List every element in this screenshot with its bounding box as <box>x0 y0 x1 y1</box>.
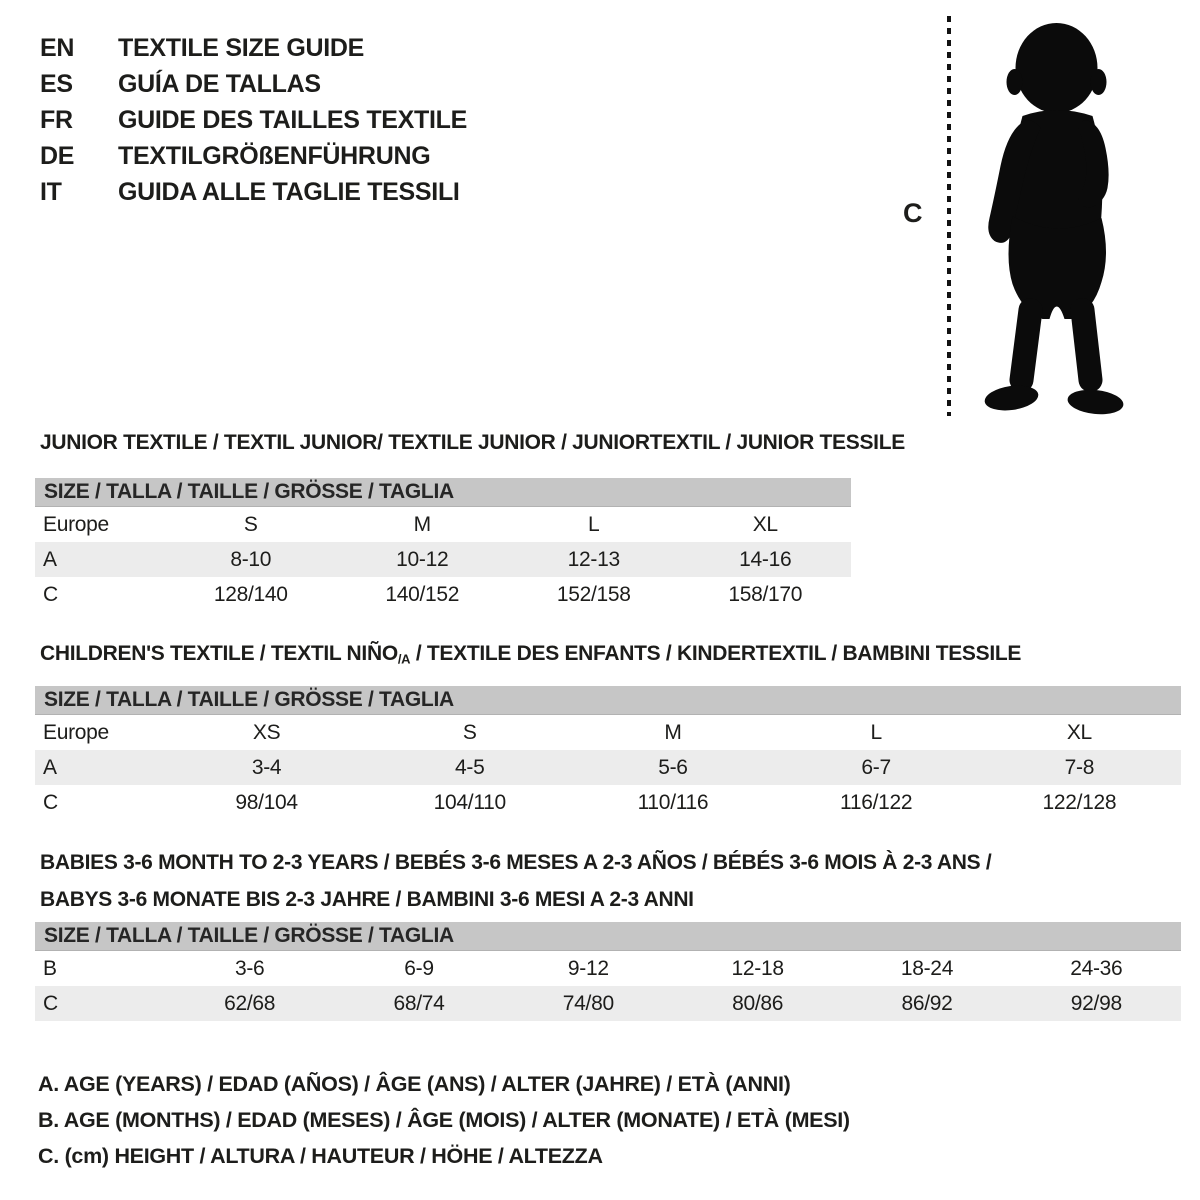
babies-section-title <box>40 844 991 918</box>
language-label: TEXTILE SIZE GUIDE <box>118 33 365 62</box>
size-cell: M <box>664 720 682 744</box>
size-cell: XS <box>252 720 281 744</box>
height-cell: 62/68 <box>165 986 334 1021</box>
language-row <box>40 174 467 210</box>
size-cell: XL <box>1066 720 1092 744</box>
language-label: GUIDE DES TAILLES TEXTILE <box>118 105 468 134</box>
row-label: B <box>43 956 57 980</box>
children-title-suffix: / TEXTILE DES ENFANTS / KINDERTEXTIL / BAMBINI TESSILE <box>410 642 1022 665</box>
babies-size-table <box>35 922 1181 1021</box>
height-cell: 104/110 <box>433 790 506 814</box>
language-code: EN <box>40 33 75 62</box>
age-cell: 8-10 <box>165 542 337 577</box>
language-code: FR <box>40 105 73 134</box>
language-code: DE <box>40 141 75 170</box>
age-cell: 24-36 <box>1070 956 1123 980</box>
height-cell: 98/104 <box>235 790 298 814</box>
height-cell: 92/98 <box>1012 986 1181 1021</box>
junior-size-table <box>35 478 851 612</box>
age-cell: 18-24 <box>900 956 954 980</box>
row-label: C <box>43 582 58 606</box>
row-label: A <box>35 750 165 785</box>
children-section-title <box>40 642 1021 667</box>
table-row <box>35 951 1181 986</box>
language-row <box>40 138 467 174</box>
legend <box>38 1066 850 1174</box>
row-label: Europe <box>43 720 109 744</box>
language-code: ES <box>40 69 73 98</box>
legend-line-a: A. AGE (YEARS) / EDAD (AÑOS) / ÂGE (ANS) / ALTER (JAHRE) / ETÀ (ANNI) <box>38 1072 791 1096</box>
age-cell: 7-8 <box>978 750 1181 785</box>
size-cell: XL <box>752 512 778 536</box>
babies-title-line2: BABYS 3-6 MONATE BIS 2-3 JAHRE / BAMBINI 3-6 MESI A 2-3 ANNI <box>40 888 694 911</box>
row-label: C <box>35 986 165 1021</box>
age-cell: 10-12 <box>337 542 509 577</box>
age-cell: 6-7 <box>775 750 978 785</box>
height-cell: 140/152 <box>385 582 460 606</box>
age-cell: 14-16 <box>680 542 852 577</box>
size-cell: L <box>588 512 600 536</box>
language-row <box>40 30 467 66</box>
language-code: IT <box>40 177 62 206</box>
language-label: GUIDA ALLE TAGLIE TESSILI <box>118 177 460 206</box>
table-row <box>35 542 851 577</box>
size-cell: L <box>870 720 882 744</box>
language-label: GUÍA DE TALLAS <box>118 69 321 98</box>
children-size-table <box>35 686 1181 820</box>
height-cell: 122/128 <box>1042 790 1117 814</box>
height-cell: 116/122 <box>840 790 913 814</box>
height-cell: 128/140 <box>213 582 288 606</box>
language-row <box>40 102 467 138</box>
age-cell: 4-5 <box>368 750 571 785</box>
language-list <box>40 30 467 210</box>
children-title-prefix: CHILDREN'S TEXTILE / TEXTIL NIÑO <box>40 642 398 665</box>
height-cell: 68/74 <box>334 986 503 1021</box>
size-cell: S <box>462 720 477 744</box>
babies-title-line1: BABIES 3-6 MONTH TO 2-3 YEARS / BEBÉS 3-6 MESES A 2-3 AÑOS / BÉBÉS 3-6 MOIS À 2-3 ANS / <box>40 851 992 874</box>
height-cell: 110/116 <box>637 790 709 814</box>
height-cell: 158/170 <box>728 582 803 606</box>
language-label: TEXTILGRÖßENFÜHRUNG <box>118 141 431 170</box>
toddler-silhouette-icon <box>962 18 1152 418</box>
legend-line-c: C. (cm) HEIGHT / ALTURA / HAUTEUR / HÖHE / ALTEZZA <box>38 1144 603 1168</box>
height-cell: 80/86 <box>673 986 842 1021</box>
table-row <box>35 715 1181 750</box>
junior-section-title: JUNIOR TEXTILE / TEXTIL JUNIOR/ TEXTILE JUNIOR / JUNIORTEXTIL / JUNIOR TESSILE <box>40 431 905 454</box>
size-cell: S <box>243 512 258 536</box>
height-dashed-line <box>947 16 951 416</box>
height-measure-figure <box>890 0 1200 430</box>
size-table-header: SIZE / TALLA / TAILLE / GRÖSSE / TAGLIA <box>35 922 1181 951</box>
height-cell: 152/158 <box>556 582 631 606</box>
age-cell: 12-18 <box>731 956 784 980</box>
size-cell: M <box>413 512 431 536</box>
size-table-header: SIZE / TALLA / TAILLE / GRÖSSE / TAGLIA <box>35 478 851 507</box>
size-table-header: SIZE / TALLA / TAILLE / GRÖSSE / TAGLIA <box>35 686 1181 715</box>
table-row <box>35 577 851 612</box>
table-row <box>35 986 1181 1021</box>
table-row <box>35 785 1181 820</box>
age-cell: 3-6 <box>234 956 265 980</box>
children-title-sub: /A <box>397 651 411 667</box>
height-cell: 74/80 <box>504 986 673 1021</box>
table-row <box>35 507 851 542</box>
age-cell: 5-6 <box>571 750 774 785</box>
height-cell: 86/92 <box>842 986 1011 1021</box>
height-measure-label: C <box>903 198 923 228</box>
table-row <box>35 750 1181 785</box>
age-cell: 12-13 <box>508 542 680 577</box>
language-row <box>40 66 467 102</box>
age-cell: 6-9 <box>404 956 434 980</box>
row-label: C <box>43 790 58 814</box>
age-cell: 3-4 <box>165 750 368 785</box>
row-label: Europe <box>43 512 109 536</box>
row-label: A <box>35 542 165 577</box>
legend-line-b: B. AGE (MONTHS) / EDAD (MESES) / ÂGE (MOIS) / ALTER (MONATE) / ETÀ (MESI) <box>38 1108 850 1132</box>
age-cell: 9-12 <box>567 956 609 980</box>
